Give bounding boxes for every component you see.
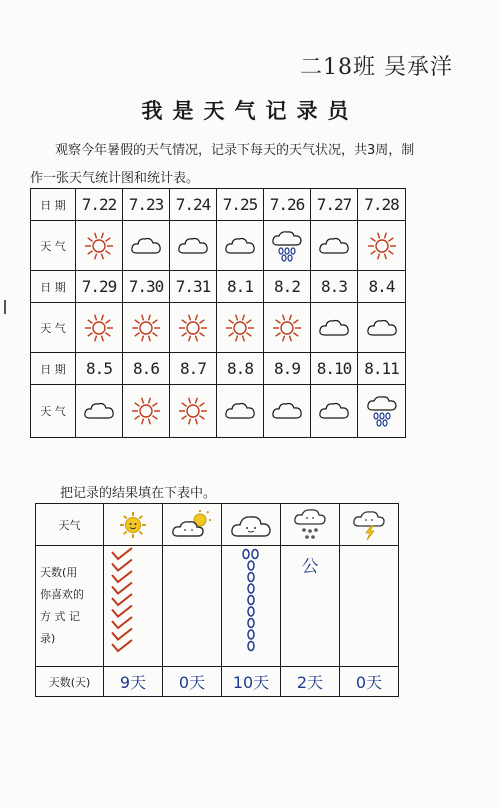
cloudy-icon xyxy=(317,315,351,341)
check-mark xyxy=(112,640,132,651)
sunny-icon xyxy=(176,312,210,344)
circle-mark xyxy=(248,630,254,639)
weather-cell xyxy=(76,221,123,271)
weather-cell xyxy=(264,385,311,438)
mark-cell-sunny xyxy=(104,546,163,667)
cloudy-icon xyxy=(223,398,257,424)
margin-mark xyxy=(4,300,6,314)
circle-mark xyxy=(243,550,249,559)
weather-cell xyxy=(76,303,123,353)
weather-row-label: 天 气 xyxy=(31,221,76,271)
summary-note: 把记录的结果填在下表中。 xyxy=(60,486,217,501)
weather-cell xyxy=(170,221,217,271)
sunny-icon xyxy=(129,395,163,427)
date-cell: 8.8 xyxy=(217,353,264,385)
rain-icon xyxy=(270,229,304,263)
sunny-icon xyxy=(129,312,163,344)
weather-cell xyxy=(170,303,217,353)
date-row-label: 日 期 xyxy=(31,353,76,385)
weather-cell xyxy=(217,221,264,271)
date-cell: 8.6 xyxy=(123,353,170,385)
page-title: 我是天气记录员 xyxy=(141,99,359,123)
circle-mark xyxy=(248,561,254,570)
date-cell: 7.23 xyxy=(123,189,170,221)
date-cell: 7.31 xyxy=(170,271,217,303)
mark-cell-thunder xyxy=(340,546,399,667)
circle-mark xyxy=(248,596,254,605)
check-mark xyxy=(112,571,132,582)
intro-text-line1: 观察今年暑假的天气情况，记录下每天的天气状况，共3周，制 xyxy=(55,143,415,158)
cloudy-icon xyxy=(129,233,163,259)
date-cell: 8.10 xyxy=(311,353,358,385)
date-cell: 8.2 xyxy=(264,271,311,303)
check-mark xyxy=(112,617,132,628)
summary-icon-cell xyxy=(281,504,340,546)
cloudy-icon xyxy=(176,233,210,259)
mark-cell-cloudy xyxy=(222,546,281,667)
days-count-label: 天数(天) xyxy=(36,667,104,697)
weather-cell xyxy=(123,303,170,353)
cloudy-icon xyxy=(317,233,351,259)
sunny-icon xyxy=(223,312,257,344)
cloudy-icon xyxy=(82,398,116,424)
count-partly-cloudy: 0天 xyxy=(163,667,222,697)
date-cell: 7.27 xyxy=(311,189,358,221)
circle-mark xyxy=(248,642,254,651)
check-mark xyxy=(112,548,132,559)
cloudy-icon xyxy=(317,398,351,424)
weather-cell xyxy=(123,385,170,438)
weather-cell xyxy=(76,385,123,438)
weather-cell xyxy=(311,385,358,438)
circle-mark xyxy=(248,584,254,593)
date-row-label: 日 期 xyxy=(31,271,76,303)
count-rain: 2天 xyxy=(281,667,340,697)
date-cell: 8.11 xyxy=(358,353,406,385)
weather-cell xyxy=(264,221,311,271)
weather-cell xyxy=(264,303,311,353)
weather-cell xyxy=(358,303,406,353)
weather-summary-table xyxy=(35,503,399,697)
weather-row-label: 天 气 xyxy=(31,303,76,353)
weather-cell xyxy=(123,221,170,271)
date-cell: 7.26 xyxy=(264,189,311,221)
date-cell: 8.9 xyxy=(264,353,311,385)
sunny-icon xyxy=(82,312,116,344)
date-cell: 7.28 xyxy=(358,189,406,221)
summary-icon-cell xyxy=(340,504,399,546)
rain-icon xyxy=(365,394,399,428)
circle-mark xyxy=(248,573,254,582)
rain-icon xyxy=(292,507,328,543)
weather-cell xyxy=(217,303,264,353)
thunderstorm-icon xyxy=(351,509,387,541)
date-cell: 7.24 xyxy=(170,189,217,221)
date-cell: 7.22 xyxy=(76,189,123,221)
check-mark xyxy=(112,629,132,640)
mark-cell-rain xyxy=(281,546,340,667)
count-thunder: 0天 xyxy=(340,667,399,697)
cloudy-icon xyxy=(270,398,304,424)
summary-icon-cell xyxy=(104,504,163,546)
student-name: 二18班 吴承洋 xyxy=(300,55,453,80)
weather-cell xyxy=(358,385,406,438)
partly-cloudy-icon xyxy=(170,509,214,541)
summary-icon-cell xyxy=(163,504,222,546)
date-cell: 8.5 xyxy=(76,353,123,385)
date-cell: 8.3 xyxy=(311,271,358,303)
weather-cell xyxy=(311,303,358,353)
cloudy-icon xyxy=(223,233,257,259)
sunny-icon xyxy=(365,230,399,262)
check-mark xyxy=(112,606,132,617)
circle-mark xyxy=(248,619,254,628)
count-cloudy: 10天 xyxy=(222,667,281,697)
cloudy-icon xyxy=(229,510,273,540)
date-cell: 7.30 xyxy=(123,271,170,303)
date-row-label: 日 期 xyxy=(31,189,76,221)
sunny-icon xyxy=(176,395,210,427)
check-mark xyxy=(112,560,132,571)
date-cell: 8.1 xyxy=(217,271,264,303)
weather-cell xyxy=(358,221,406,271)
sunny-icon xyxy=(82,230,116,262)
cloudy-icon xyxy=(365,315,399,341)
summary-weather-label: 天气 xyxy=(36,504,104,546)
count-sunny: 9天 xyxy=(104,667,163,697)
weather-cell xyxy=(170,385,217,438)
check-mark xyxy=(112,594,132,605)
check-mark xyxy=(112,583,132,594)
days-mark-label: 天数(用 你喜欢的 方 式 记 录) xyxy=(36,546,104,667)
sunny-icon xyxy=(270,312,304,344)
date-cell: 7.25 xyxy=(217,189,264,221)
weather-cell xyxy=(311,221,358,271)
summary-icon-cell xyxy=(222,504,281,546)
date-cell: 8.7 xyxy=(170,353,217,385)
weather-record-table xyxy=(30,188,406,438)
weather-row-label: 天 气 xyxy=(31,385,76,438)
circle-mark xyxy=(252,550,258,559)
weather-cell xyxy=(217,385,264,438)
date-cell: 8.4 xyxy=(358,271,406,303)
rain-tally-mark: 公 xyxy=(301,557,319,577)
circle-mark xyxy=(248,607,254,616)
mark-cell-partly-cloudy xyxy=(163,546,222,667)
sunny-icon xyxy=(116,508,150,542)
intro-text-line2: 作一张天气统计图和统计表。 xyxy=(30,171,200,186)
date-cell: 7.29 xyxy=(76,271,123,303)
